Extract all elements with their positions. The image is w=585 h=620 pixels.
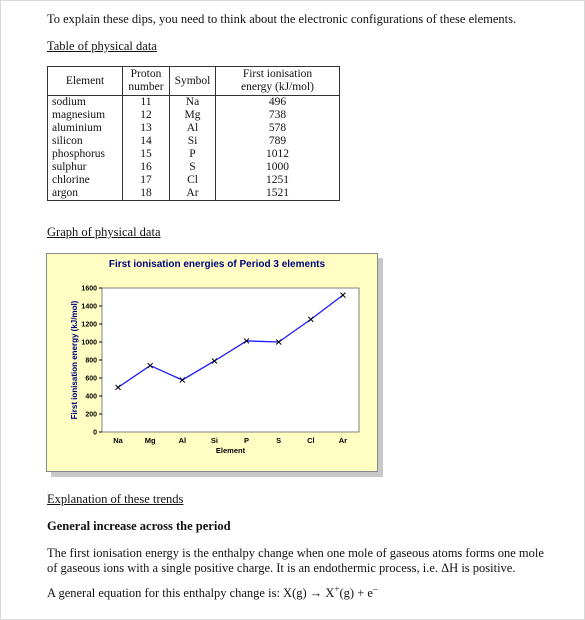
x-tick-label: Cl — [307, 436, 315, 445]
cell-ionisation-energy: 578 — [216, 122, 340, 135]
cell-element: sodium — [48, 96, 123, 110]
y-tick-label: 1200 — [81, 321, 97, 329]
general-equation — [47, 584, 377, 601]
y-tick-label: 1000 — [81, 339, 97, 347]
cell-proton-number: 12 — [123, 109, 170, 122]
cell-symbol: Cl — [170, 174, 216, 187]
cell-proton-number: 15 — [123, 148, 170, 161]
header-element: Element — [48, 67, 123, 96]
intro-text: To explain these dips, you need to think about the electronic configurations of these elements. — [47, 12, 517, 26]
y-axis-title: First ionisation energy (kJ/mol) — [70, 300, 79, 420]
table-row — [48, 109, 340, 122]
x-tick-label: Si — [210, 436, 218, 445]
table-header-row — [48, 67, 340, 96]
y-tick-label: 600 — [85, 375, 97, 383]
explanation-heading: Explanation of these trends — [47, 492, 184, 506]
cell-proton-number: 14 — [123, 135, 170, 148]
x-axis-title: Element — [215, 446, 246, 455]
cell-proton-number: 11 — [123, 96, 170, 110]
y-tick-label: 1400 — [81, 303, 97, 311]
table-row — [48, 161, 340, 174]
cell-element: phosphorus — [48, 148, 123, 161]
plot-area — [102, 288, 359, 432]
header-ionisation-energy: First ionisation energy (kJ/mol) — [216, 67, 340, 96]
cell-proton-number: 13 — [123, 122, 170, 135]
cell-symbol: Mg — [170, 109, 216, 122]
equation-prefix: A general equation for this enthalpy change is: X(g) → X — [47, 586, 335, 601]
cell-element: argon — [48, 187, 123, 201]
cell-ionisation-energy: 1000 — [216, 161, 340, 174]
cell-element: sulphur — [48, 161, 123, 174]
x-tick-label: Ar — [338, 436, 348, 445]
cell-symbol: Na — [170, 96, 216, 110]
cell-proton-number: 16 — [123, 161, 170, 174]
ionisation-energy-chart — [47, 254, 377, 471]
section-heading: General increase across the period — [47, 519, 231, 533]
y-tick-label: 1600 — [81, 285, 97, 293]
cell-symbol: Ar — [170, 187, 216, 201]
equation-electron-charge: – — [372, 584, 378, 594]
cell-element: chlorine — [48, 174, 123, 187]
cell-ionisation-energy: 496 — [216, 96, 340, 110]
chart-panel — [46, 253, 378, 472]
x-tick-label: Al — [178, 436, 187, 445]
x-tick-label: S — [276, 436, 282, 445]
table-row — [48, 187, 340, 201]
cell-ionisation-energy: 1251 — [216, 174, 340, 187]
definition-paragraph: The first ionisation energy is the enthalpy change when one mole of gaseous atoms forms one mole of gaseous ions with a single positive charge. It is an endothermic process, i.e. ΔH is positive. — [47, 546, 544, 575]
cell-ionisation-energy: 738 — [216, 109, 340, 122]
table-row — [48, 96, 340, 110]
table-row — [48, 122, 340, 135]
graph-heading: Graph of physical data — [47, 225, 161, 239]
x-tick-label: P — [244, 436, 250, 445]
cell-symbol: Si — [170, 135, 216, 148]
y-tick-label: 0 — [93, 429, 97, 437]
physical-data-table — [47, 66, 340, 201]
cell-ionisation-energy: 1012 — [216, 148, 340, 161]
table-heading: Table of physical data — [47, 39, 157, 53]
table-row — [48, 135, 340, 148]
chart-title: First ionisation energies of Period 3 elements — [108, 259, 326, 270]
x-tick-label: Mg — [144, 436, 156, 445]
header-proton-number: Proton number — [123, 67, 170, 96]
y-tick-label: 400 — [85, 393, 97, 401]
cell-proton-number: 18 — [123, 187, 170, 201]
header-symbol: Symbol — [170, 67, 216, 96]
cell-ionisation-energy: 789 — [216, 135, 340, 148]
cell-element: magnesium — [48, 109, 123, 122]
cell-symbol: S — [170, 161, 216, 174]
cell-proton-number: 17 — [123, 174, 170, 187]
cell-element: aluminium — [48, 122, 123, 135]
x-tick-label: Na — [113, 436, 123, 445]
equation-charge: + — [334, 584, 340, 594]
table-row — [48, 148, 340, 161]
y-tick-label: 800 — [85, 357, 97, 365]
equation-middle: (g) + e — [339, 586, 373, 601]
cell-symbol: P — [170, 148, 216, 161]
table-row — [48, 174, 340, 187]
cell-ionisation-energy: 1521 — [216, 187, 340, 201]
cell-symbol: Al — [170, 122, 216, 135]
y-tick-label: 200 — [85, 411, 97, 419]
cell-element: silicon — [48, 135, 123, 148]
